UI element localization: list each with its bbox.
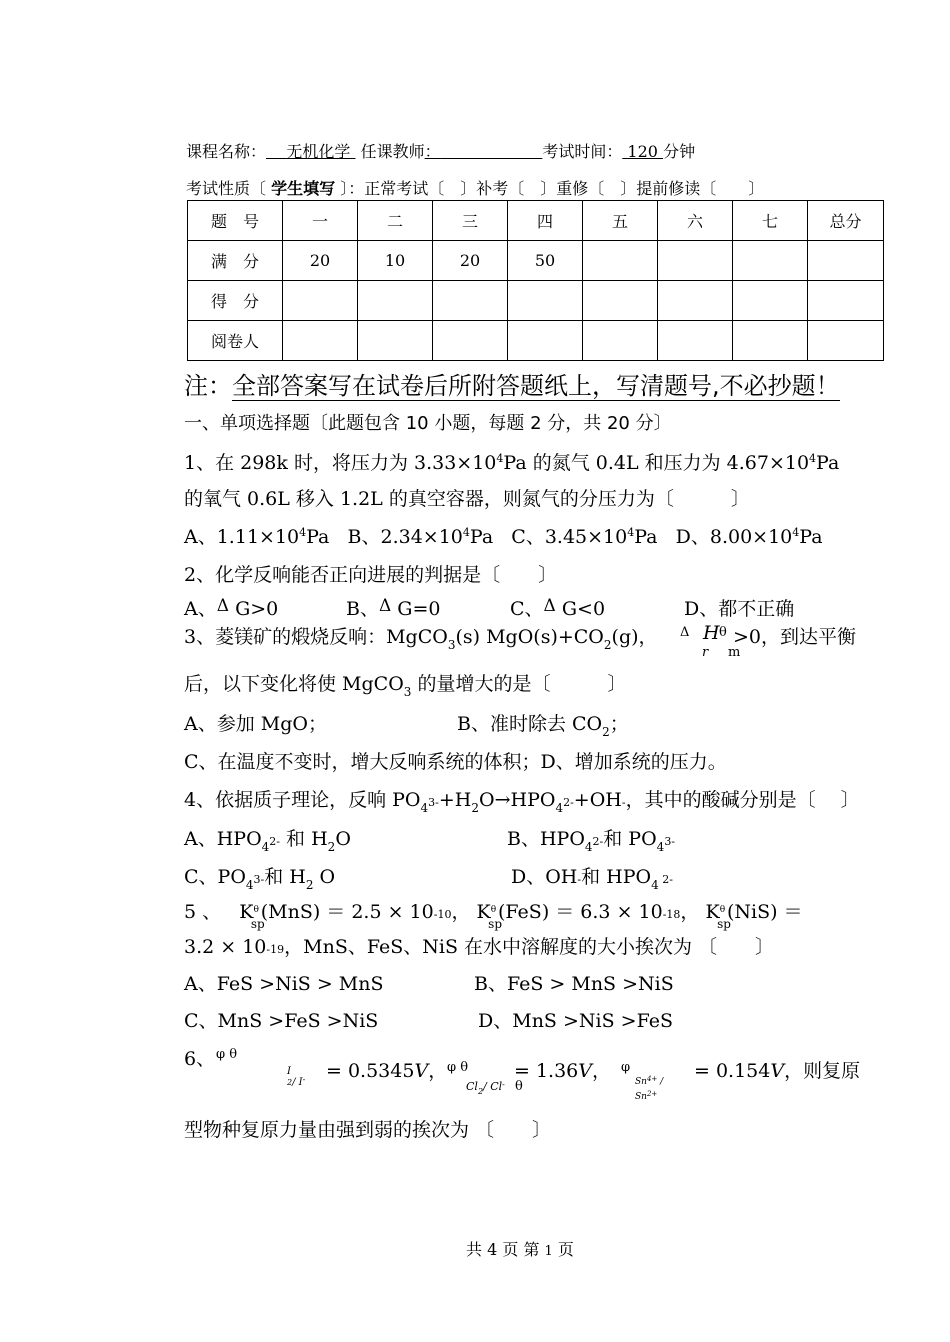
question-3-option-a: A、参加 MgO； [184, 713, 327, 735]
page-footer: 共 4 页 第 1 页 [466, 1240, 574, 1259]
redox-pair-3: $Sn^{4+}$ / $Sn^{2+}$ [635, 1075, 664, 1102]
table-cell [658, 321, 733, 361]
table-cell [433, 321, 508, 361]
table-cell [658, 281, 733, 321]
question-3-option-b: B、准时除去 $CO_2$； [457, 713, 629, 739]
teacher-blank: ： [424, 142, 441, 161]
table-cell: 20 [433, 241, 508, 281]
question-5-line-2: 3.2 × 10-19，MnS、FeS、NiS 在水中溶解度的大小挨次为 〔 〕 [184, 936, 775, 958]
nature-label: 考试性质〔 [186, 179, 267, 198]
table-cell [733, 281, 808, 321]
header-line-2 [186, 176, 764, 199]
enthalpy-symbol: H [703, 622, 720, 644]
table-cell [808, 281, 884, 321]
table-cell: 六 [658, 201, 733, 241]
course-label: 课程名称： [186, 142, 267, 161]
time-label: 考试时间： [542, 142, 623, 161]
question-6-number: 6、 [184, 1048, 216, 1070]
question-5-option-a: A、FeS >NiS > MnS [184, 973, 384, 995]
delta-icon: Δ [680, 625, 690, 640]
notice-prefix: 注： [184, 372, 232, 400]
table-cell [358, 281, 433, 321]
question-5-option-c: C、MnS >FeS >NiS [184, 1010, 379, 1032]
question-2-option-d: D、都不正确 [684, 598, 795, 620]
table-cell: 一 [283, 201, 358, 241]
table-cell [583, 281, 658, 321]
question-1-line-1: 1、在 298k 时，将压力为 $3.33\times 10^4Pa$ 的氮气 0.4L 和压力为 $4.67\times 10^4Pa$ [184, 452, 840, 474]
subscript-r: r [702, 645, 709, 660]
phi-symbol-2: φ θ [447, 1060, 469, 1075]
phi-symbol-3: φ [621, 1060, 631, 1075]
nature-rest: 〕：正常考试〔 〕补考〔 〕重修〔 〕提前修读〔 〕 [340, 179, 765, 198]
question-2-option-c: C、Δ G<0 [510, 596, 606, 620]
table-cell [658, 241, 733, 281]
table-cell [583, 241, 658, 281]
time-value: 120 [627, 142, 658, 161]
table-cell [283, 281, 358, 321]
question-5-option-d: D、MnS >NiS >FeS [478, 1010, 673, 1032]
table-cell: 题 号 [188, 201, 283, 241]
phi-symbol-1: φ θ [216, 1047, 238, 1062]
table-row-full-score [188, 241, 884, 281]
table-cell: 得 分 [188, 281, 283, 321]
table-cell: 10 [358, 241, 433, 281]
question-4-option-b: B、$HPO_42-$和 $PO_43-$ [507, 828, 676, 854]
table-cell [358, 321, 433, 361]
question-5-option-b: B、FeS > MnS >NiS [474, 973, 674, 995]
time-unit: 分钟 [663, 142, 696, 161]
question-1-line-2: 的氧气 0.6L 移入 1.2L 的真空容器，则氮气的分压力为〔 〕 [184, 488, 750, 510]
table-cell [733, 241, 808, 281]
student-fill: 学生填写 [271, 179, 336, 198]
course-name: 无机化学 [286, 142, 351, 161]
table-cell [733, 321, 808, 361]
table-cell: 50 [508, 241, 583, 281]
theta-symbol: θ [719, 625, 727, 640]
question-3-options-cd: C、在温度不变时，增大反响系统的体积；D、增加系统的压力。 [184, 751, 727, 773]
table-cell [583, 321, 658, 361]
question-6-line-2: 型物种复原力量由强到弱的挨次为 〔 〕 [184, 1119, 552, 1141]
table-cell [508, 321, 583, 361]
redox-pair-2: $Cl_2/$ Cl- [466, 1080, 505, 1096]
score-table [187, 200, 884, 361]
question-4-stem: 4、依据质子理论，反响 $PO_43-+H_2O\to HPO_42-+OH-$，其中的酸碱分别是〔 〕 [184, 789, 860, 815]
table-cell: 20 [283, 241, 358, 281]
subscript-m: m [728, 645, 741, 660]
question-4-option-d: D、OH-和 $HPO_4$ 2- [511, 866, 673, 892]
table-cell: 四 [508, 201, 583, 241]
teacher-label: 任课教师 [360, 142, 425, 161]
table-header-row [188, 201, 884, 241]
table-cell [508, 281, 583, 321]
table-cell [808, 321, 884, 361]
table-row-grader [188, 321, 884, 361]
notice [184, 366, 840, 401]
table-cell: 二 [358, 201, 433, 241]
table-cell: 满 分 [188, 241, 283, 281]
question-3-line-1: 3、菱镁矿的煅烧反响：MgCO$_3$(s) $MgO(s)+CO_2(g)$， [184, 626, 658, 652]
question-3-tail: >0，到达平衡 [733, 626, 857, 648]
table-cell: 总分 [808, 201, 884, 241]
question-4-option-c: C、$PO_43-$和 $H_2$ O [184, 866, 336, 892]
header-line-1 [186, 139, 695, 162]
table-cell: 三 [433, 201, 508, 241]
notice-text: 全部答案写在试卷后所附答题纸上，写清题号,不必抄题！ [232, 372, 840, 400]
table-cell: 七 [733, 201, 808, 241]
potential-value-3: = 0.154V，则复原 [694, 1060, 861, 1082]
question-4-option-a: A、$HPO_42-$ 和 $H_2O$ [184, 828, 351, 854]
potential-value-1: = 0.5345V， [326, 1060, 448, 1082]
potential-value-2: = 1.36V， [514, 1060, 612, 1082]
question-2-option-a: A、Δ G>0 [184, 596, 279, 620]
table-cell [283, 321, 358, 361]
question-5-line-1: 5 、 $K^\theta_{sp}(MnS) = 2.5 \times 10-10$， $K^\theta_{sp}(FeS) = 6.3 \times 10-18$， $K^\theta_{sp}(NiS)$ ＝ [184, 901, 803, 931]
table-cell: 阅卷人 [188, 321, 283, 361]
question-1-options: A、$1.11\times 10^4Pa$ B、$2.34\times 10^4Pa$ C、$3.45\times 10^4Pa$ D、$8.00\times 10^4Pa$ [184, 526, 823, 548]
redox-pair-1: I 2/ I- [287, 1066, 306, 1088]
section-title: 一、单项选择题〔此题包含 10 小题，每题 2 分，共 20 分〕 [184, 413, 672, 434]
question-2-stem: 2、化学反响能否正向进展的判据是〔 〕 [184, 564, 558, 586]
question-3-line-2: 后，以下变化将使 MgCO$_3$ 的量增大的是〔 〕 [184, 673, 627, 699]
question-2-option-b: B、Δ G=0 [346, 596, 441, 620]
table-row-score [188, 281, 884, 321]
theta-symbol-2: θ [515, 1079, 523, 1094]
table-cell [433, 281, 508, 321]
table-cell [808, 241, 884, 281]
table-cell: 五 [583, 201, 658, 241]
